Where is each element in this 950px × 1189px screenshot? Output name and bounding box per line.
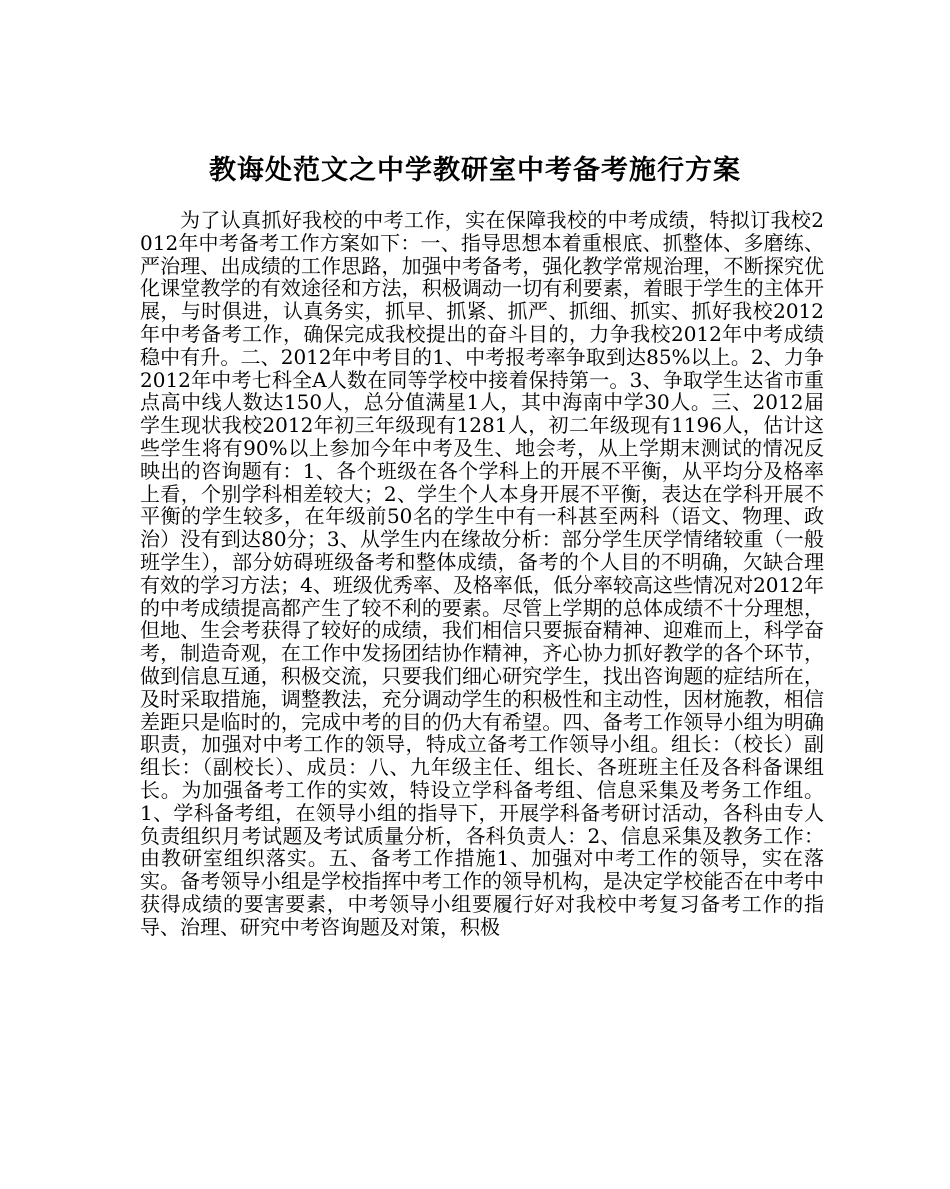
document-title: 教诲处范文之中学教研室中考备考施行方案: [209, 155, 741, 187]
document-body-paragraph: 为了认真抓好我校的中考工作，实在保障我校的中考成绩，特拟订我校2012年中考备考工作方案如下：一、指导思想本着重根底、抓整体、多磨练、严治理、出成绩的工作思路，加强中考备考，强化教学常规治理，不断探究优化课堂教学的有效途径和方法，积极调动一切有利要素，着眼于学生的主体开展，与时俱进，认真务实，抓早、抓紧、抓严、抓细、抓实、抓好我校2012年中考备考工作，确保完成我校提出的奋斗目的，力争我校2012年中考成绩稳中有升。二、2012年中考目的1、中考报考率争取到达85%以上。2、力争2012年中考七科全A人数在同等学校中接着保持第一。3、争取学生达省市重点高中线人数达150人，总分值满星1人，其中海南中学30人。三、2012届学生现状我校2012年初三年级现有1281人，初二年级现有1196人，估计这些学生将有90%以上参加今年中考及生、地会考，从上学期末测试的情况反映出的咨询题有：1、各个班级在各个学科上的开展不平衡，从平均分及格率上看，个别学科相差较大；2、学生个人本身开展不平衡，表达在学科开展不平衡的学生较多，在年级前50名的学生中有一科甚至两科（语文、物理、政治）没有到达80分；3、从学生内在缘故分析：部分学生厌学情绪较重（一般班学生），部分妨碍班级备考和整体成绩，备考的个人目的不明确，欠缺合理有效的学习方法；4、班级优秀率、及格率低，低分率较高这些情况对2012年的中考成绩提高都产生了较不利的要素。尽管上学期的总体成绩不十分理想，但地、生会考获得了较好的成绩，我们相信只要振奋精神、迎难而上，科学奋考，制造奇观，在工作中发扬团结协作精神，齐心协力抓好教学的各个环节，做到信息互通，积极交流，只要我们细心研究学生，找出咨询题的症结所在，及时采取措施，调整教法，充分调动学生的积极性和主动性，因材施教，相信差距只是临时的，完成中考的目的仍大有希望。四、备考工作领导小组为明确职责，加强对中考工作的领导，特成立备考工作领导小组。组长：（校长）副组长：（副校长）、成员：八、九年级主任、组长、各班班主任及各科备课组长。为加强备考工作的实效，特设立学科备考组、信息采集及考务工作组。1、学科备考组，在领导小组的指导下，开展学科备考研讨活动，各科由专人负责组织月考试题及考试质量分析，各科负责人：2、信息采集及教务工作：由教研室组织落实。五、备考工作措施1、加强对中考工作的领导，实在落实。备考领导小组是学校指挥中考工作的领导机构，是决定学校能否在中考中获得成绩的要害要素，中考领导小组要履行好对我校中考复习备考工作的指导、治理、研究中考咨询题及对策，积极: [140, 208, 824, 939]
